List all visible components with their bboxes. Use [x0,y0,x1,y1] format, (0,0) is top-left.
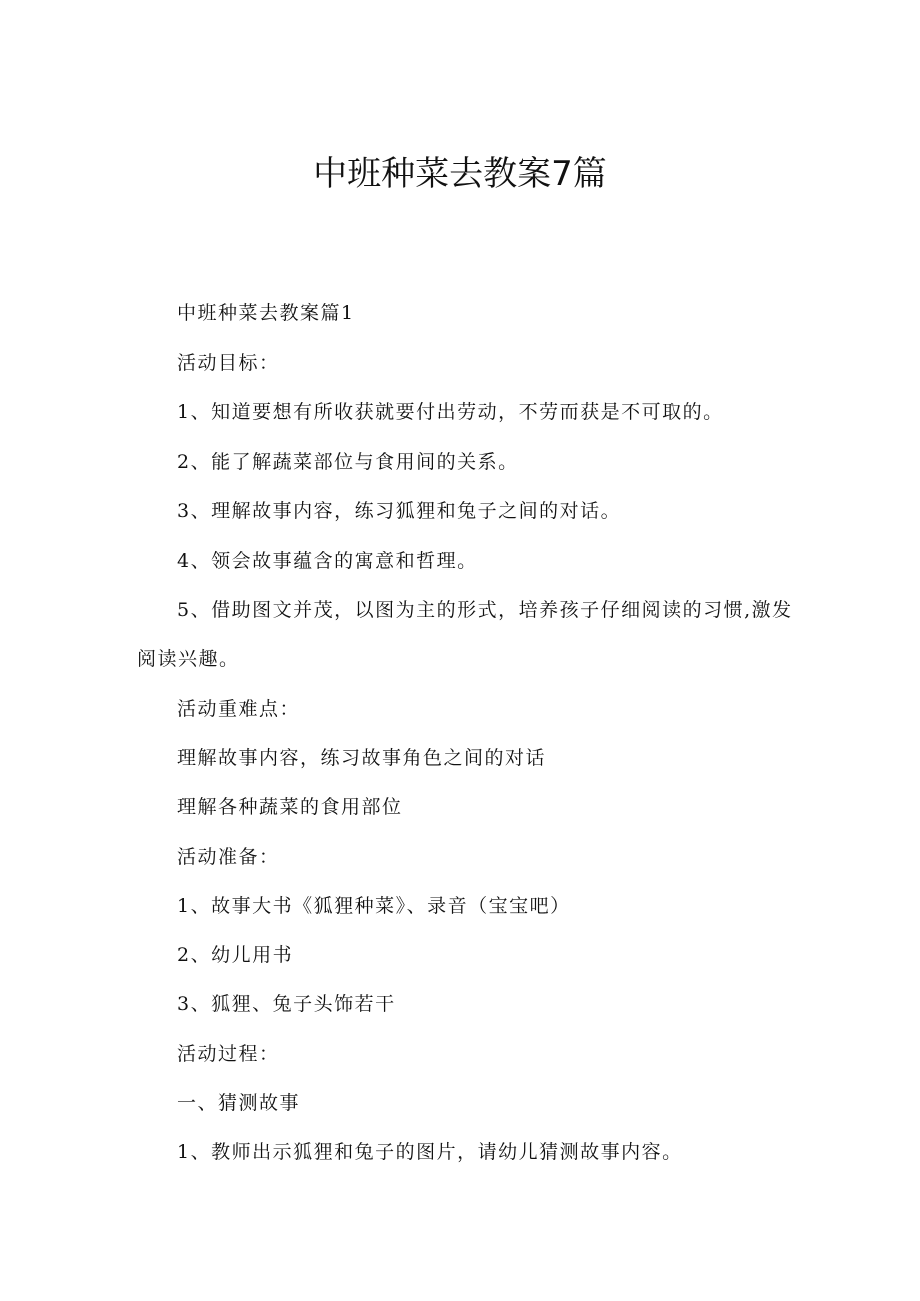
paragraph-heading-key-points: 活动重难点： [177,698,301,720]
paragraph-goal-5: 5、借助图文并茂，以图为主的形式，培养孩子仔细阅读的习惯,激发 [177,599,793,621]
paragraph-goal-2: 2、能了解蔬菜部位与食用间的关系。 [177,451,519,473]
paragraph-process-step-1: 一、猜测故事 [177,1092,301,1114]
section-heading: 中班种菜去教案篇1 [177,302,355,324]
paragraph-process-step-1-1: 1、教师出示狐狸和兔子的图片，请幼儿猜测故事内容。 [177,1141,683,1163]
paragraph-goal-4: 4、领会故事蕴含的寓意和哲理。 [177,550,478,572]
paragraph-goal-1: 1、知道要想有所收获就要付出劳动，不劳而获是不可取的。 [177,401,724,423]
paragraph-preparation-3: 3、狐狸、兔子头饰若干 [177,993,396,1015]
paragraph-preparation-2: 2、幼儿用书 [177,944,294,966]
paragraph-heading-process: 活动过程： [177,1043,280,1065]
paragraph-key-point-1: 理解故事内容，练习故事角色之间的对话 [177,747,547,769]
document-title: 中班种菜去教案7篇 [313,154,607,194]
paragraph-preparation-1: 1、故事大书《狐狸种菜》、录音（宝宝吧） [177,895,571,917]
paragraph-goal-3: 3、理解故事内容，练习狐狸和兔子之间的对话。 [177,500,622,522]
paragraph-goal-5-continued: 阅读兴趣。 [137,648,240,670]
paragraph-heading-goals: 活动目标： [177,352,280,374]
paragraph-heading-preparation: 活动准备： [177,846,280,868]
paragraph-key-point-2: 理解各种蔬菜的食用部位 [177,796,403,818]
